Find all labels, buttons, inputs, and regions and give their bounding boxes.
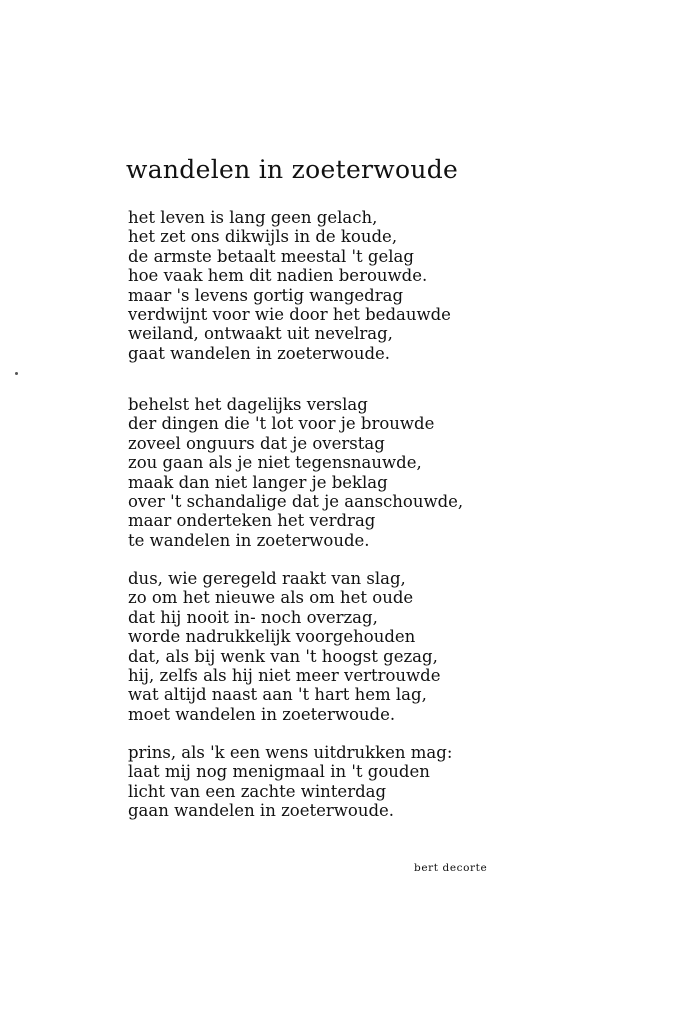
verse-line: maar onderteken het verdrag <box>128 511 376 531</box>
verse-line: laat mij nog menigmaal in 't gouden <box>128 762 430 782</box>
verse-line: hoe vaak hem dit nadien berouwde. <box>128 266 428 286</box>
verse-line: wat altijd naast aan 't hart hem lag, <box>128 685 427 705</box>
verse-line: maar 's levens gortig wangedrag <box>128 285 404 305</box>
verse-line: worde nadrukkelijk voorgehouden <box>128 627 416 647</box>
verse-line: gaan wandelen in zoeterwoude. <box>128 801 395 821</box>
verse-line: over 't schandalige dat je aanschouwde, <box>128 492 464 512</box>
stanza-1 <box>128 208 451 363</box>
verse-line: weiland, ontwaakt uit nevelrag, <box>128 324 393 344</box>
verse-line: behelst het dagelijks verslag <box>128 395 368 414</box>
verse-line: de armste betaalt meestal 't gelag <box>128 246 414 266</box>
verse-line: het leven is lang geen gelach, <box>128 208 378 227</box>
author-signature: bert decorte <box>414 862 488 874</box>
verse-line: gaat wandelen in zoeterwoude. <box>128 343 391 363</box>
verse-line: der dingen die 't lot voor je brouwde <box>128 414 435 434</box>
verse-line: te wandelen in zoeterwoude. <box>128 530 370 550</box>
verse-line: zou gaan als je niet tegensnauwde, <box>128 453 422 473</box>
verse-line: moet wandelen in zoeterwoude. <box>128 704 396 724</box>
verse-line: zo om het nieuwe als om het oude <box>128 588 414 608</box>
verse-line: verdwijnt voor wie door het bedauwde <box>128 305 451 325</box>
stanza-4 <box>128 743 452 821</box>
poem-title: wandelen in zoeterwoude <box>126 155 459 184</box>
verse-line: dus, wie geregeld raakt van slag, <box>128 569 406 588</box>
verse-line: dat hij nooit in- noch overzag, <box>128 607 378 627</box>
verse-line: het zet ons dikwijls in de koude, <box>128 227 398 247</box>
scan-speck <box>15 372 18 375</box>
stanza-3 <box>128 569 441 724</box>
verse-line: hij, zelfs als hij niet meer vertrouwde <box>128 666 441 686</box>
verse-line: prins, als 'k een wens uitdrukken mag: <box>128 743 453 762</box>
verse-line: maak dan niet langer je beklag <box>128 472 388 492</box>
stanza-2 <box>128 395 463 550</box>
verse-line: zoveel onguurs dat je overstag <box>128 433 385 453</box>
verse-line: licht van een zachte winterdag <box>128 781 387 801</box>
verse-line: dat, als bij wenk van 't hoogst gezag, <box>128 646 438 666</box>
